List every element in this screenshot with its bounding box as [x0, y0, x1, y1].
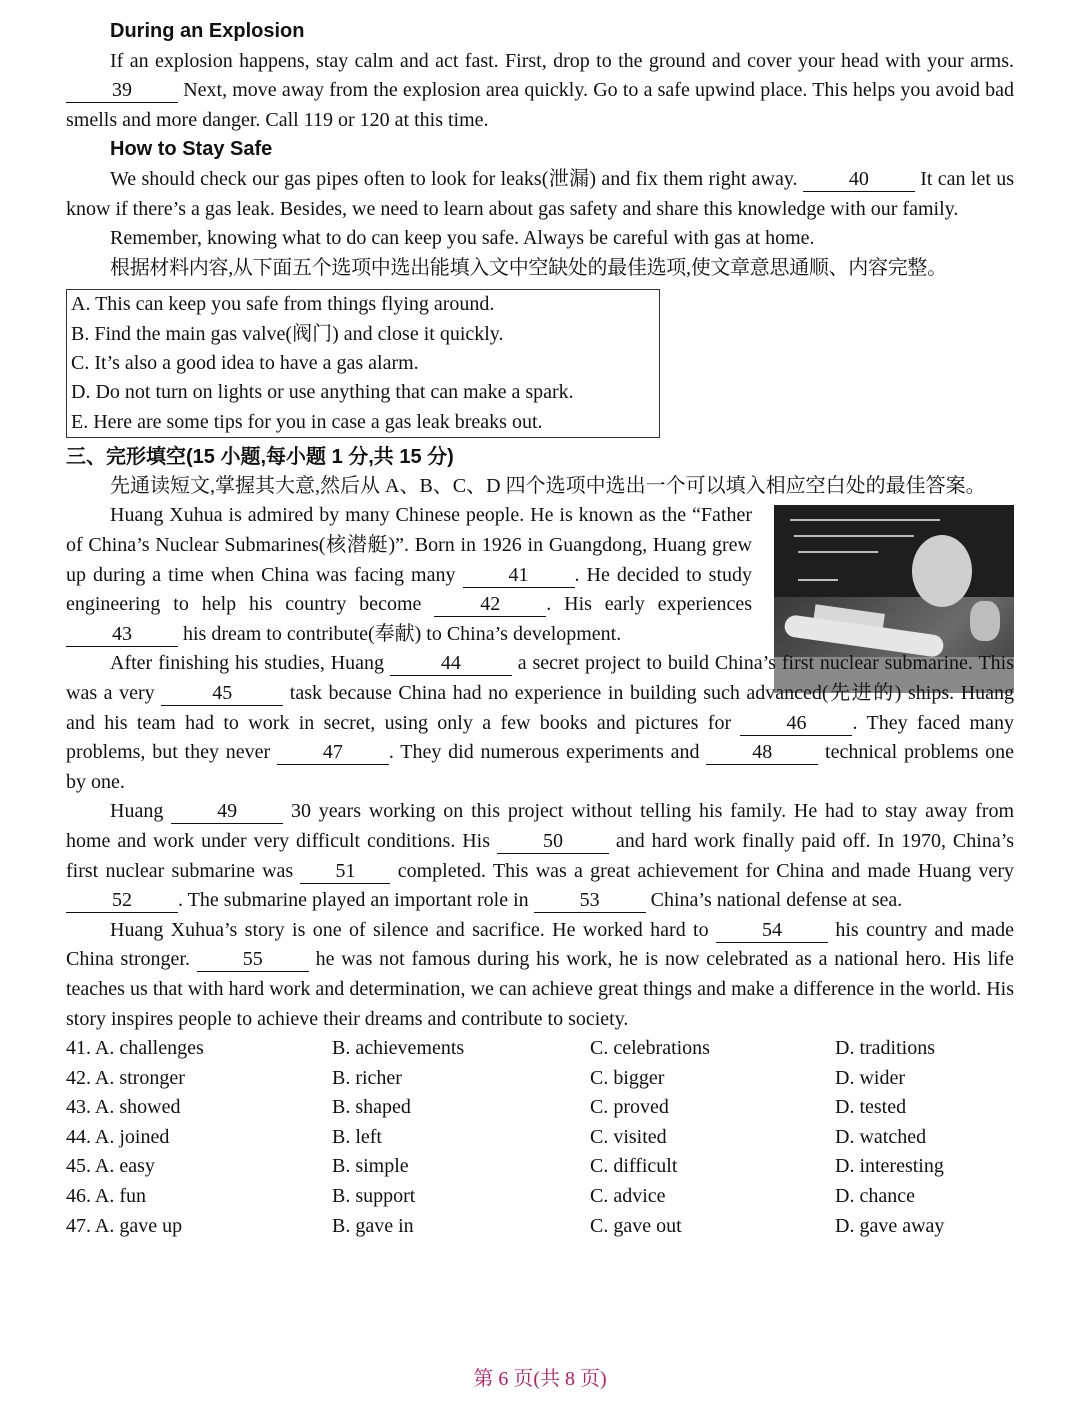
choice-b[interactable]: B. achievements: [332, 1037, 465, 1060]
portrait-hand: [970, 601, 1000, 641]
choice-d[interactable]: D. chance: [835, 1185, 915, 1208]
cloze-text: his country and made China stronger.: [66, 918, 1015, 971]
choice-d[interactable]: D. traditions: [835, 1037, 935, 1060]
remember-paragraph: Remember, knowing what to do can keep you safe. Always be careful with gas at home.: [110, 227, 815, 250]
cloze-text: After finishing his studies, Huang: [110, 652, 385, 675]
instruction-paragraph: 根据材料内容,从下面五个选项中选出能填入文中空缺处的最佳选项,使文章意思通顺、内容完整。: [110, 256, 947, 279]
question-43: [66, 1093, 1014, 1123]
chalk-line: [794, 535, 914, 537]
blank-50[interactable]: 50: [497, 829, 609, 854]
blank-44[interactable]: 44: [390, 651, 512, 676]
question-41: [66, 1034, 1014, 1064]
explosion-text-1: If an explosion happens, stay calm and act fast. First, drop to the ground and cover your head with your arms.: [110, 49, 1014, 72]
choice-a[interactable]: 47. A. gave up: [66, 1214, 183, 1237]
choice-b[interactable]: B. support: [332, 1185, 416, 1208]
page-number-footer: 第 6 页(共 8 页): [473, 1368, 607, 1390]
cloze-text: Huang Xuhua’s story is one of silence and sacrifice. He worked hard to: [110, 918, 709, 941]
blank-51[interactable]: 51: [300, 859, 390, 884]
section-3-instruction: 先通读短文,掌握其大意,然后从 A、B、C、D 四个选项中选出一个可以填入相应空白处的最佳答案。: [110, 474, 986, 497]
cloze-text: he was not famous during his work, he is now celebrated as a national hero. His life teaches us that with hard work and determination, we can achieve great things and make a difference in the world. His story inspires people to achieve their dreams and contribute to society.: [66, 948, 1015, 1030]
choice-a[interactable]: 42. A. stronger: [66, 1066, 185, 1089]
cloze-text: and hard work finally paid off. In 1970, China’s first nuclear submarine was: [66, 829, 1015, 882]
choice-c[interactable]: C. gave out: [590, 1214, 682, 1237]
blank-49[interactable]: 49: [171, 799, 283, 824]
safe-paragraph: [66, 165, 1014, 224]
choice-b[interactable]: B. richer: [332, 1066, 402, 1089]
option-a[interactable]: A. This can keep you safe from things flying around.: [71, 293, 495, 316]
option-d[interactable]: D. Do not turn on lights or use anything that can make a spark.: [71, 381, 574, 404]
cloze-text: . The submarine played an important role in: [178, 889, 529, 912]
blank-42[interactable]: 42: [434, 592, 546, 617]
chalk-line: [798, 551, 878, 553]
cloze-text: technical problems one by one.: [66, 741, 1015, 793]
chalk-line: [798, 579, 838, 581]
choice-a[interactable]: 43. A. showed: [66, 1096, 181, 1119]
choice-b[interactable]: B. gave in: [332, 1214, 414, 1237]
safe-text-1: We should check our gas pipes often to look for leaks(泄漏) and fix them right away.: [110, 167, 798, 190]
choice-c[interactable]: C. proved: [590, 1096, 669, 1119]
cloze-text: Huang: [110, 800, 164, 823]
cloze-text: his dream to contribute(奉献) to China’s development.: [183, 622, 622, 645]
choice-d[interactable]: D. gave away: [835, 1214, 945, 1237]
safe-heading: How to Stay Safe: [110, 138, 273, 161]
choice-d[interactable]: D. wider: [835, 1066, 905, 1089]
blank-39[interactable]: 39: [66, 78, 178, 103]
choice-d[interactable]: D. interesting: [835, 1155, 944, 1178]
options-box: [66, 289, 660, 437]
choice-a[interactable]: 41. A. challenges: [66, 1037, 204, 1060]
choice-c[interactable]: C. bigger: [590, 1066, 665, 1089]
choice-b[interactable]: B. shaped: [332, 1096, 411, 1119]
choice-c[interactable]: C. celebrations: [590, 1037, 710, 1060]
portrait-face: [912, 535, 972, 607]
cloze-text: a secret project to build China’s first nuclear submarine. This was a very: [66, 652, 1015, 704]
chalk-line: [790, 519, 940, 521]
blank-47[interactable]: 47: [277, 740, 389, 765]
question-45: [66, 1152, 1014, 1182]
choice-c[interactable]: C. visited: [590, 1125, 667, 1148]
blank-55[interactable]: 55: [197, 947, 309, 972]
cloze-paragraph-2: [66, 649, 1014, 797]
blank-41[interactable]: 41: [463, 563, 575, 588]
cloze-text: . They faced many problems, but they never: [66, 711, 1014, 764]
blank-46[interactable]: 46: [740, 711, 852, 736]
choice-c[interactable]: C. difficult: [590, 1155, 678, 1178]
choice-d[interactable]: D. tested: [835, 1096, 907, 1119]
blank-53[interactable]: 53: [534, 888, 646, 913]
exam-page: [66, 17, 1014, 1241]
choice-b[interactable]: B. simple: [332, 1155, 409, 1178]
cloze-text: task because China had no experience in building such advanced(先进的) ships. Huang and his team had to work in secret, using only a few books and pictures for: [66, 681, 1015, 734]
cloze-paragraph-1: [66, 501, 752, 649]
section-3-title: 三、完形填空(15 小题,每小题 1 分,共 15 分): [66, 445, 454, 468]
choice-a[interactable]: 44. A. joined: [66, 1125, 170, 1148]
option-b[interactable]: B. Find the main gas valve(阀门) and close it quickly.: [71, 322, 504, 345]
choice-a[interactable]: 46. A. fun: [66, 1185, 146, 1208]
option-e[interactable]: E. Here are some tips for you in case a gas leak breaks out.: [71, 410, 543, 433]
question-44: [66, 1123, 1014, 1153]
choice-c[interactable]: C. advice: [590, 1185, 666, 1208]
cloze-text: . They did numerous experiments and: [388, 741, 700, 764]
question-47: [66, 1212, 1014, 1242]
safe-text-2: It can let us know if there’s a gas leak. Besides, we need to learn about gas safety and share this knowledge with our family.: [66, 167, 1015, 220]
cloze-text: 30 years working on this project without telling his family. He had to stay away from home and work under very difficult conditions. His: [66, 800, 1015, 852]
explosion-heading: During an Explosion: [110, 20, 305, 42]
question-46: [66, 1182, 1014, 1212]
blank-45[interactable]: 45: [161, 681, 283, 706]
explosion-text-2: Next, move away from the explosion area quickly. Go to a safe upwind place. This helps you avoid bad smells and more danger. Call 119 or 120 at this time.: [66, 79, 1015, 131]
blank-43[interactable]: 43: [66, 622, 178, 647]
cloze-text: completed. This was a great achievement for China and made Huang very: [397, 859, 1015, 882]
choice-d[interactable]: D. watched: [835, 1125, 927, 1148]
question-42: [66, 1064, 1014, 1094]
cloze-text: Huang Xuhua is admired by many Chinese people. He is known as the “Father of China’s Nuclear Submarines(核潜艇)”. Born in 1926 in Guangdong, Huang grew up during a time when China was facing many: [66, 504, 752, 586]
choice-b[interactable]: B. left: [332, 1125, 382, 1148]
cloze-text: . His early experiences: [546, 593, 753, 616]
cloze-intro: [66, 501, 1014, 797]
cloze-text: . He decided to study engineering to help his country become: [66, 563, 753, 616]
cloze-paragraph-3: [66, 797, 1014, 915]
choice-a[interactable]: 45. A. easy: [66, 1155, 155, 1178]
explosion-paragraph: [66, 47, 1014, 136]
blank-48[interactable]: 48: [706, 740, 818, 765]
blank-52[interactable]: 52: [66, 888, 178, 913]
cloze-text: China’s national defense at sea.: [650, 889, 903, 912]
question-list: [66, 1034, 1014, 1241]
cloze-paragraph-4: [66, 916, 1014, 1034]
blank-54[interactable]: 54: [716, 918, 828, 943]
option-c[interactable]: C. It’s also a good idea to have a gas alarm.: [71, 351, 419, 374]
blank-40[interactable]: 40: [803, 167, 915, 192]
